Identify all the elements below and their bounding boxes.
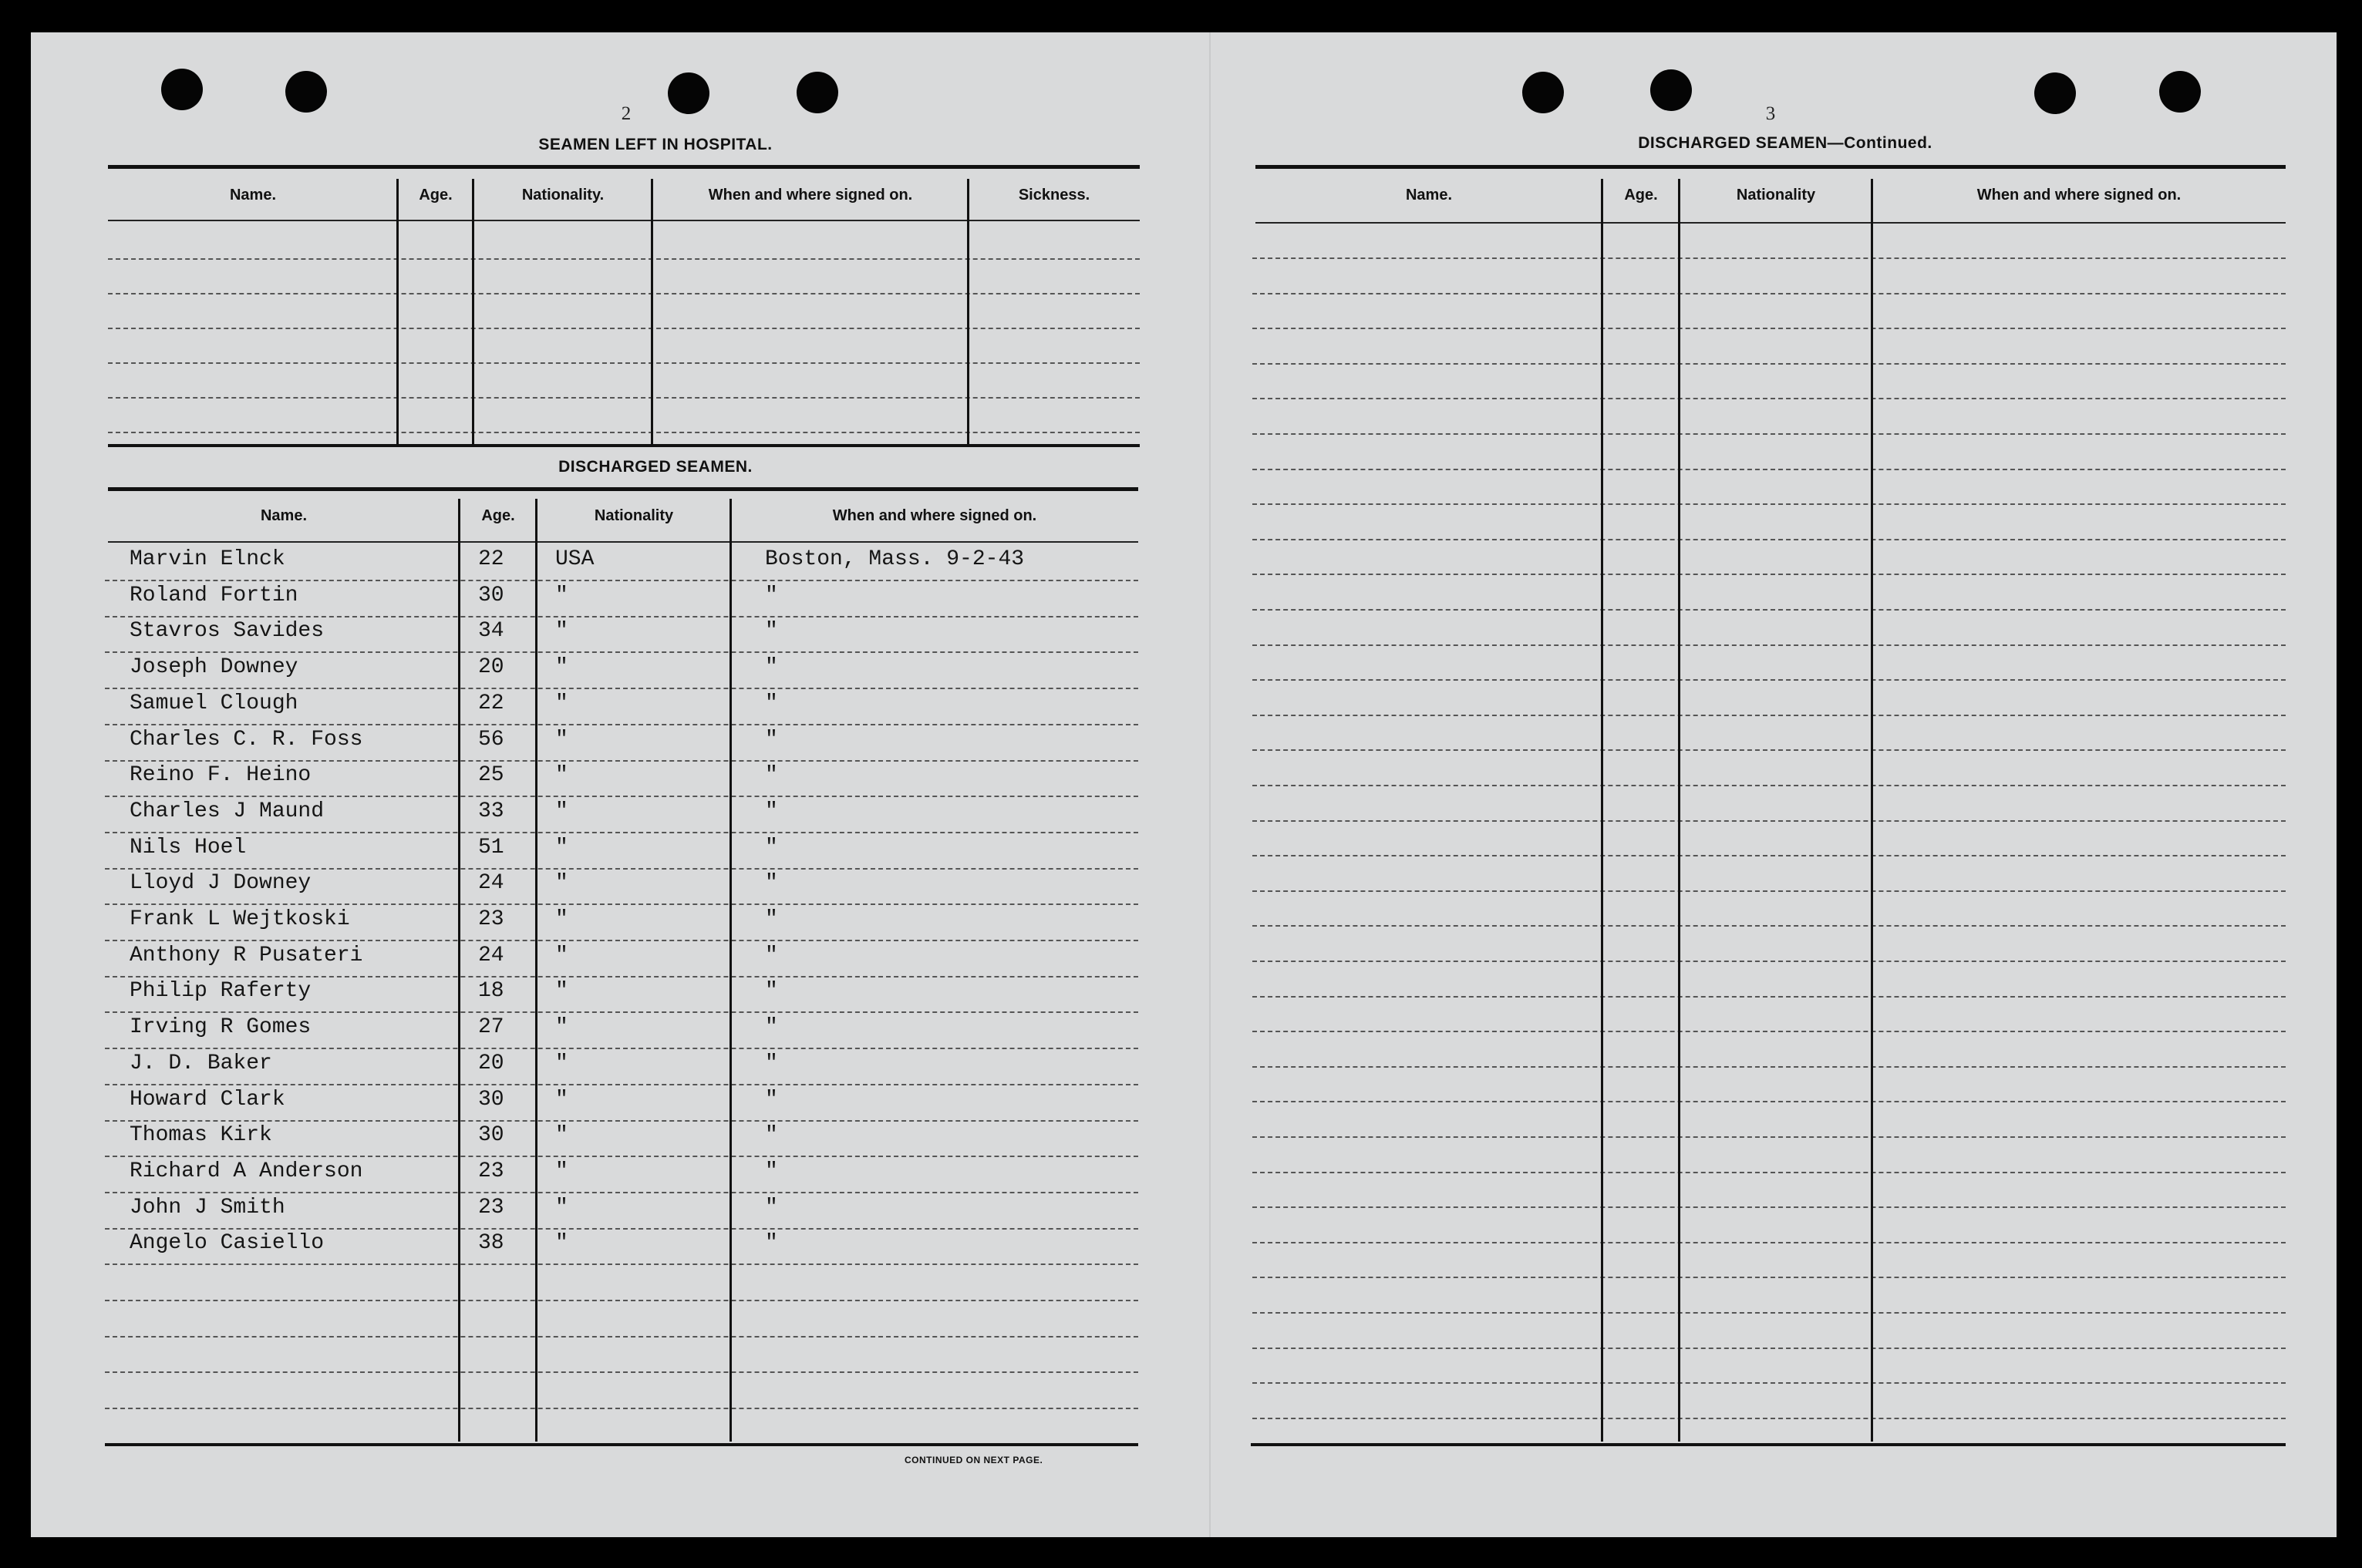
seaman-nationality: "	[555, 1196, 568, 1220]
column-divider	[1601, 179, 1603, 1442]
seaman-name: Philip Raferty	[130, 979, 312, 1003]
seaman-name: Angelo Casiello	[130, 1231, 325, 1255]
row-rule	[1252, 574, 2286, 575]
header-rule	[108, 220, 1140, 221]
row-rule	[1252, 539, 2286, 540]
binder-hole	[668, 72, 709, 114]
row-rule	[105, 832, 1138, 833]
row-rule	[105, 1120, 1138, 1122]
seaman-nationality: "	[555, 763, 568, 787]
row-rule	[1252, 855, 2286, 856]
seaman-nationality: "	[555, 655, 568, 679]
header-nationality: Nationality	[1736, 187, 1816, 204]
row-rule	[105, 1156, 1138, 1157]
header-name: Name.	[229, 187, 277, 204]
seaman-nationality: "	[555, 799, 568, 823]
table-bottom-rule	[1251, 1443, 2286, 1446]
page-fold	[1209, 32, 1211, 1537]
header-nationality: Nationality.	[521, 187, 605, 204]
row-rule	[1252, 820, 2286, 822]
header-signed-on: When and where signed on.	[708, 187, 913, 204]
header-name: Name.	[260, 507, 308, 524]
row-rule	[1252, 1136, 2286, 1138]
seaman-signed-on: "	[765, 1015, 778, 1039]
row-rule	[105, 616, 1138, 617]
seaman-name: Joseph Downey	[130, 655, 298, 679]
seaman-nationality: "	[555, 691, 568, 715]
row-rule	[1252, 1382, 2286, 1384]
column-divider	[651, 179, 653, 444]
row-rule	[105, 1228, 1138, 1230]
seaman-signed-on: "	[765, 619, 778, 643]
seaman-signed-on: "	[765, 1231, 778, 1255]
row-rule	[1252, 644, 2286, 646]
seaman-signed-on: "	[765, 907, 778, 931]
continued-note: CONTINUED ON NEXT PAGE.	[905, 1455, 1043, 1465]
row-rule	[105, 976, 1138, 977]
seaman-nationality: "	[555, 836, 568, 860]
seaman-name: Anthony R Pusateri	[130, 944, 363, 967]
seaman-signed-on: "	[765, 979, 778, 1003]
row-rule	[108, 293, 1140, 294]
seaman-age: 24	[478, 871, 504, 895]
row-rule	[105, 1336, 1138, 1338]
seaman-nationality: USA	[555, 547, 595, 571]
seaman-age: 33	[478, 799, 504, 823]
column-divider	[535, 499, 537, 1442]
ledger-sheet	[31, 32, 2337, 1537]
row-rule	[1252, 1312, 2286, 1314]
row-rule	[105, 903, 1138, 905]
row-rule	[1252, 503, 2286, 505]
row-rule	[108, 432, 1140, 433]
seaman-age: 30	[478, 584, 504, 607]
seaman-name: Samuel Clough	[130, 691, 298, 715]
binder-hole	[161, 69, 203, 110]
row-rule	[105, 940, 1138, 941]
seaman-age: 23	[478, 1196, 504, 1220]
row-rule	[1252, 398, 2286, 399]
page-number: 2	[621, 103, 632, 124]
seaman-name: Thomas Kirk	[130, 1123, 272, 1147]
header-nationality: Nationality	[594, 507, 674, 524]
row-rule	[1252, 890, 2286, 892]
seaman-age: 34	[478, 619, 504, 643]
seaman-age: 30	[478, 1123, 504, 1147]
row-rule	[105, 760, 1138, 762]
row-rule	[105, 1192, 1138, 1193]
seaman-signed-on: "	[765, 763, 778, 787]
row-rule	[108, 258, 1140, 260]
seaman-nationality: "	[555, 1159, 568, 1183]
row-rule	[1252, 925, 2286, 927]
seaman-name: Nils Hoel	[130, 836, 247, 860]
table-top-rule	[1255, 165, 2286, 169]
column-divider	[396, 179, 399, 444]
column-divider	[1871, 179, 1873, 1442]
seaman-age: 18	[478, 979, 504, 1003]
row-rule	[105, 1300, 1138, 1301]
seaman-name: Charles C. R. Foss	[130, 728, 363, 752]
column-divider	[729, 499, 732, 1442]
header-age: Age.	[419, 187, 453, 204]
seaman-signed-on: "	[765, 944, 778, 967]
seaman-name: Reino F. Heino	[130, 763, 312, 787]
row-rule	[1252, 961, 2286, 962]
seaman-age: 23	[478, 907, 504, 931]
header-age: Age.	[481, 507, 515, 524]
row-rule	[108, 362, 1140, 364]
binder-hole	[2159, 71, 2201, 113]
row-rule	[1252, 1206, 2286, 1208]
seaman-signed-on: "	[765, 871, 778, 895]
seaman-name: Howard Clark	[130, 1088, 285, 1112]
seaman-signed-on: "	[765, 691, 778, 715]
seaman-name: Marvin Elnck	[130, 547, 285, 571]
seaman-nationality: "	[555, 871, 568, 895]
seaman-signed-on: "	[765, 584, 778, 607]
seaman-age: 23	[478, 1159, 504, 1183]
row-rule	[105, 688, 1138, 689]
seaman-age: 38	[478, 1231, 504, 1255]
header-rule	[1255, 222, 2286, 224]
row-rule	[1252, 1242, 2286, 1243]
header-signed-on: When and where signed on.	[832, 507, 1037, 524]
table-bottom-rule	[105, 1443, 1138, 1446]
seaman-age: 56	[478, 728, 504, 752]
row-rule	[105, 580, 1138, 581]
seaman-signed-on: "	[765, 1088, 778, 1112]
seaman-signed-on: "	[765, 836, 778, 860]
row-rule	[1252, 293, 2286, 294]
row-rule	[108, 328, 1140, 329]
row-rule	[105, 1263, 1138, 1265]
seaman-age: 24	[478, 944, 504, 967]
seaman-name: Lloyd J Downey	[130, 871, 312, 895]
seaman-age: 30	[478, 1088, 504, 1112]
row-rule	[1252, 469, 2286, 470]
header-sickness: Sickness.	[1018, 187, 1090, 204]
binder-hole	[1522, 72, 1564, 113]
seaman-nationality: "	[555, 1088, 568, 1112]
row-rule	[1252, 996, 2286, 998]
row-rule	[108, 397, 1140, 399]
discharged-section-title: DISCHARGED SEAMEN.	[558, 458, 753, 476]
row-rule	[105, 1084, 1138, 1085]
seaman-nationality: "	[555, 1015, 568, 1039]
seaman-name: John J Smith	[130, 1196, 285, 1220]
header-rule	[108, 541, 1138, 543]
seaman-age: 22	[478, 691, 504, 715]
seaman-age: 51	[478, 836, 504, 860]
row-rule	[105, 1371, 1138, 1373]
seaman-signed-on: "	[765, 1052, 778, 1075]
row-rule	[1252, 1172, 2286, 1173]
column-divider	[472, 179, 474, 444]
header-age: Age.	[1624, 187, 1658, 204]
header-signed-on: When and where signed on.	[1976, 187, 2182, 204]
binder-hole	[285, 71, 327, 113]
table-bottom-rule	[108, 444, 1140, 447]
seaman-name: Charles J Maund	[130, 799, 325, 823]
seaman-name: J. D. Baker	[130, 1052, 272, 1075]
row-rule	[1252, 1101, 2286, 1102]
row-rule	[105, 796, 1138, 797]
row-rule	[1252, 679, 2286, 681]
seaman-nationality: "	[555, 907, 568, 931]
hospital-section-title: SEAMEN LEFT IN HOSPITAL.	[538, 136, 773, 153]
row-rule	[1252, 328, 2286, 329]
seaman-name: Richard A Anderson	[130, 1159, 363, 1183]
seaman-nationality: "	[555, 728, 568, 752]
seaman-age: 20	[478, 1052, 504, 1075]
seaman-nationality: "	[555, 619, 568, 643]
seaman-age: 22	[478, 547, 504, 571]
row-rule	[105, 868, 1138, 870]
row-rule	[1252, 363, 2286, 365]
seaman-name: Roland Fortin	[130, 584, 298, 607]
seaman-signed-on: "	[765, 1196, 778, 1220]
binder-hole	[2034, 72, 2076, 114]
page-number: 3	[1765, 103, 1776, 124]
seaman-nationality: "	[555, 944, 568, 967]
seaman-nationality: "	[555, 1052, 568, 1075]
seaman-signed-on: "	[765, 799, 778, 823]
row-rule	[1252, 715, 2286, 716]
table-top-rule	[108, 487, 1138, 491]
seaman-signed-on: "	[765, 1123, 778, 1147]
row-rule	[1252, 257, 2286, 259]
seaman-signed-on: "	[765, 655, 778, 679]
seaman-name: Stavros Savides	[130, 619, 325, 643]
seaman-age: 27	[478, 1015, 504, 1039]
seaman-signed-on: "	[765, 728, 778, 752]
row-rule	[1252, 785, 2286, 786]
binder-hole	[1650, 69, 1692, 111]
row-rule	[1252, 433, 2286, 435]
seaman-name: Irving R Gomes	[130, 1015, 312, 1039]
seaman-signed-on: Boston, Mass. 9-2-43	[765, 547, 1025, 571]
row-rule	[1252, 1277, 2286, 1278]
seaman-nationality: "	[555, 1231, 568, 1255]
column-divider	[458, 499, 460, 1442]
seaman-nationality: "	[555, 584, 568, 607]
row-rule	[1252, 609, 2286, 611]
seaman-age: 25	[478, 763, 504, 787]
row-rule	[105, 724, 1138, 725]
column-divider	[1678, 179, 1680, 1442]
seaman-nationality: "	[555, 979, 568, 1003]
row-rule	[1252, 749, 2286, 751]
seaman-name: Frank L Wejtkoski	[130, 907, 350, 931]
row-rule	[1252, 1348, 2286, 1349]
row-rule	[1252, 1066, 2286, 1068]
seaman-nationality: "	[555, 1123, 568, 1147]
seaman-signed-on: "	[765, 1159, 778, 1183]
row-rule	[105, 1408, 1138, 1409]
row-rule	[1252, 1031, 2286, 1032]
row-rule	[105, 1048, 1138, 1049]
row-rule	[1252, 1418, 2286, 1419]
continued-section-title: DISCHARGED SEAMEN—Continued.	[1638, 134, 1932, 152]
row-rule	[105, 651, 1138, 653]
row-rule	[105, 1011, 1138, 1013]
binder-hole	[797, 72, 838, 113]
table-top-rule	[108, 165, 1140, 169]
header-name: Name.	[1405, 187, 1453, 204]
seaman-age: 20	[478, 655, 504, 679]
column-divider	[967, 179, 969, 444]
